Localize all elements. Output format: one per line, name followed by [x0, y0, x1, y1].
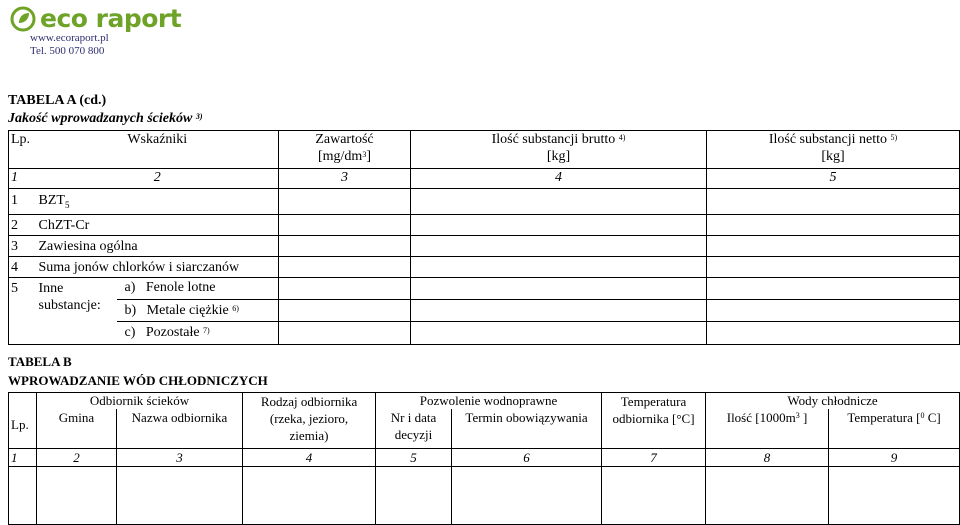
input-cell[interactable] — [376, 467, 452, 525]
table-row — [9, 189, 960, 215]
header-brutto: Ilość substancji brutto $^{4)}$ [kg] — [411, 131, 707, 169]
tableA-number-row — [9, 169, 960, 189]
header-nazwa: Nazwa odbiornika — [117, 409, 243, 449]
header-gmina: Gmina — [37, 409, 117, 449]
table-row — [9, 256, 960, 277]
row-lp: 3 — [9, 235, 37, 256]
website-link[interactable]: www.ecoraport.pl — [30, 32, 109, 44]
input-cell[interactable] — [411, 277, 707, 344]
row-lp: 2 — [9, 214, 37, 235]
col-number: 1 — [9, 169, 37, 189]
input-cell[interactable] — [279, 214, 411, 235]
tableB-header-row1 — [9, 393, 960, 409]
header-wskazniki: Wskaźniki — [37, 131, 279, 169]
input-cell[interactable] — [243, 467, 376, 525]
tableA-header-row — [9, 131, 960, 169]
logo — [10, 4, 181, 33]
col-number: 8 — [706, 449, 829, 467]
col-number: 2 — [37, 449, 117, 467]
input-cell[interactable] — [707, 235, 960, 256]
input-cell[interactable] — [707, 189, 960, 215]
input-cell[interactable] — [37, 467, 117, 525]
eco-leaf-icon — [10, 6, 36, 32]
tableA — [8, 130, 960, 345]
col-number: 4 — [411, 169, 707, 189]
input-cell[interactable] — [452, 467, 602, 525]
input-cell[interactable] — [707, 277, 960, 344]
col-number: 2 — [37, 169, 279, 189]
input-cell[interactable] — [707, 214, 960, 235]
list-item: b) Metale ciężkie $^{6)}$ — [117, 300, 279, 322]
header-temp-wody: Temperatura [$^0$ C] — [829, 409, 960, 449]
input-cell[interactable] — [411, 189, 707, 215]
input-cell[interactable] — [279, 189, 411, 215]
col-number: 1 — [9, 449, 37, 467]
input-cell[interactable] — [602, 467, 706, 525]
col-number: 5 — [376, 449, 452, 467]
tableB-header-row2 — [9, 409, 960, 449]
header-rodzaj: Rodzaj odbiornika (rzeka, jezioro, ziemia) — [243, 393, 376, 449]
col-number: 3 — [279, 169, 411, 189]
input-cell[interactable] — [411, 235, 707, 256]
tableB — [8, 392, 960, 525]
input-cell[interactable] — [411, 256, 707, 277]
tableB-subtitle: WPROWADZANIE WÓD CHŁODNICZYCH — [8, 373, 268, 388]
other-substances-cell — [37, 277, 279, 344]
header-wody: Wody chłodnicze — [706, 393, 960, 409]
row-lp: 4 — [9, 256, 37, 277]
col-number: 5 — [707, 169, 960, 189]
tableA-subtitle: Jakość wprowadzanych ścieków $^{3)}$ — [8, 111, 203, 126]
table-row — [9, 214, 960, 235]
logo-text: eco raport — [40, 4, 182, 33]
row-name: $BZT_5$ — [37, 189, 279, 215]
input-cell[interactable] — [279, 235, 411, 256]
tableB-number-row — [9, 449, 960, 467]
col-number: 3 — [117, 449, 243, 467]
row-lp: 5 — [9, 277, 37, 344]
input-cell[interactable] — [279, 277, 411, 344]
input-cell[interactable] — [117, 467, 243, 525]
row-name: Suma jonów chlorków i siarczanów — [37, 256, 279, 277]
col-number: 6 — [452, 449, 602, 467]
header-pozwolenie: Pozwolenie wodnoprawne — [376, 393, 602, 409]
header-lp: Lp. — [9, 131, 37, 169]
col-number: 7 — [602, 449, 706, 467]
header-lp: Lp. — [9, 393, 37, 449]
tableB-title: TABELA B — [8, 354, 72, 369]
col-number: 9 — [829, 449, 960, 467]
list-item: c) Pozostałe $^{7)}$ — [124, 324, 210, 340]
input-cell[interactable] — [707, 256, 960, 277]
header-zawartosc: Zawartość $[mg/dm^3]$ — [279, 131, 411, 169]
header-netto: Ilość substancji netto $^{5)}$ [kg] — [707, 131, 960, 169]
phone-number: Tel. 500 070 800 — [30, 45, 105, 57]
header-temperatura-odbiornika: Temperatura odbiornika [°C] — [602, 393, 706, 449]
substance-list — [117, 278, 279, 344]
header-ilosc: Ilość [$1000m^3$ ] — [706, 409, 829, 449]
list-item: a) Fenole lotne — [117, 278, 279, 300]
input-cell[interactable] — [411, 214, 707, 235]
header-odbiornik: Odbiornik ścieków — [37, 393, 243, 409]
input-cell[interactable] — [9, 467, 37, 525]
row-lp: 1 — [9, 189, 37, 215]
tableA-title: TABELA A (cd.) — [8, 93, 107, 108]
contact-info — [30, 32, 109, 58]
input-cell[interactable] — [279, 256, 411, 277]
table-row — [9, 235, 960, 256]
table-row — [9, 467, 960, 525]
input-cell[interactable] — [706, 467, 829, 525]
col-number: 4 — [243, 449, 376, 467]
input-cell[interactable] — [829, 467, 960, 525]
table-row-other-substances — [9, 277, 960, 344]
other-substances-label: Inne substancje: — [38, 280, 101, 313]
header-nr: Nr i data decyzji — [376, 409, 452, 449]
header-termin: Termin obowiązywania — [452, 409, 602, 449]
row-name: Zawiesina ogólna — [37, 235, 279, 256]
row-name: ChZT-Cr — [37, 214, 279, 235]
